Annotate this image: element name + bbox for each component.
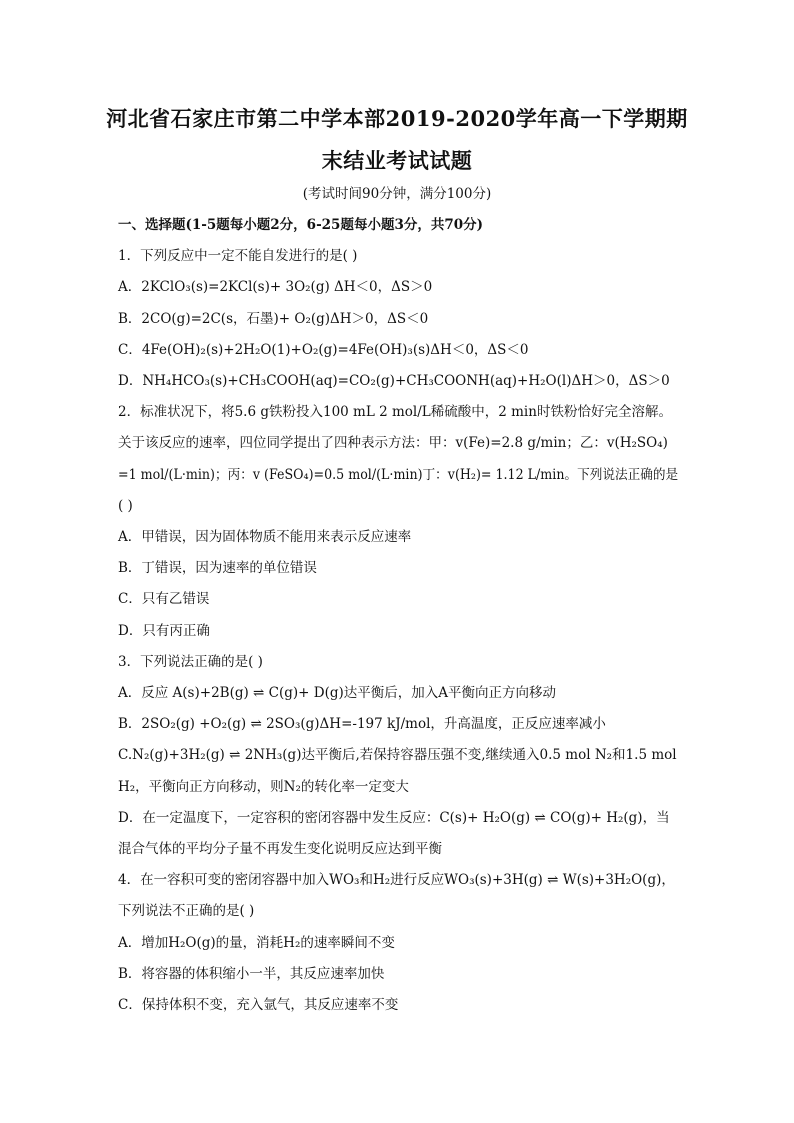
option-line: H₂，平衡向正方向移动，则N₂的转化率一定变大 xyxy=(118,778,409,795)
option-line: B．将容器的体积缩小一半，其反应速率加快 xyxy=(118,965,385,982)
page-title: 河北省石家庄市第二中学本部2019-2020学年高一下学期期 xyxy=(106,106,688,131)
option-line: B．2SO₂(g) +O₂(g) ⇌ 2SO₃(g)ΔH=-197 kJ/mol，升高温度，正反应速率减小 xyxy=(118,716,606,733)
question-stem: ( ) xyxy=(118,497,133,514)
option-line: A．甲错误，因为固体物质不能用来表示反应速率 xyxy=(118,529,412,545)
question-stem: 4．在一容积可变的密闭容器中加入WO₃和H₂进行反应WO₃(s)+3H(g) ⇌ W(s)+3H₂O(g)， xyxy=(118,872,675,889)
question-stem: =1 mol/(L·min)；丙：v (FeSO₄)=0.5 mol/(L·min)丁：v(H₂)= 1.12 L/min。下列说法正确的是 xyxy=(118,466,679,483)
question-stem: 3．下列说法正确的是( ) xyxy=(118,653,263,670)
option-line: D．在一定温度下，一定容积的密闭容器中发生反应：C(s)+ H₂O(g) ⇌ CO(g)+ H₂(g)，当 xyxy=(118,809,670,826)
question-stem: 2．标准状况下，将5.6 g铁粉投入100 mL 2 mol/L稀硫酸中，2 min时铁粉恰好完全溶解。 xyxy=(118,404,672,421)
question-stem: 1．下列反应中一定不能自发进行的是( ) xyxy=(118,248,358,265)
option-line: C．只有乙错误 xyxy=(118,591,210,608)
page-title-continued: 末结业考试试题 xyxy=(321,148,473,173)
question-stem: 关于该反应的速率，四位同学提出了四种表示方法：甲：v(Fe)=2.8 g/min；乙：v(H₂SO₄) xyxy=(118,435,668,452)
option-line: A．反应 A(s)+2B(g) ⇌ C(g)+ D(g)达平衡后，加入A平衡向正方向移动 xyxy=(118,685,556,701)
option-line: A．2KClO₃(s)=2KCl(s)+ 3O₂(g) ΔH＜0，ΔS＞0 xyxy=(118,279,433,296)
option-line: D．只有丙正确 xyxy=(118,622,210,639)
option-line: C.N₂(g)+3H₂(g) ⇌ 2NH₃(g)达平衡后,若保持容器压强不变,继续通入0.5 mol N₂和1.5 mol xyxy=(118,747,677,764)
option-line: B．丁错误，因为速率的单位错误 xyxy=(118,560,317,577)
option-line: 混合气体的平均分子量不再发生变化说明反应达到平衡 xyxy=(118,841,442,857)
option-line: A．增加H₂O(g)的量，消耗H₂的速率瞬间不变 xyxy=(118,934,395,951)
option-line: D．NH₄HCO₃(s)+CH₃COOH(aq)=CO₂(g)+CH₃COONH(aq)+H₂O(l)ΔH＞0，ΔS＞0 xyxy=(118,373,670,389)
option-line: C．4Fe(OH)₂(s)+2H₂O(1)+O₂(g)=4Fe(OH)₃(s)ΔH＜0，ΔS＜0 xyxy=(118,341,529,358)
section-heading: 一、选择题(1-5题每小题2分，6-25题每小题3分，共70分) xyxy=(118,217,484,233)
option-line: B．2CO(g)=2C(s，石墨)+ O₂(g)ΔH＞0，ΔS＜0 xyxy=(118,310,429,327)
option-line: C．保持体积不变，充入氩气，其反应速率不变 xyxy=(118,997,399,1013)
exam-info: (考试时间90分钟，满分100分) xyxy=(302,186,492,202)
question-stem: 下列说法不正确的是( ) xyxy=(118,903,255,920)
